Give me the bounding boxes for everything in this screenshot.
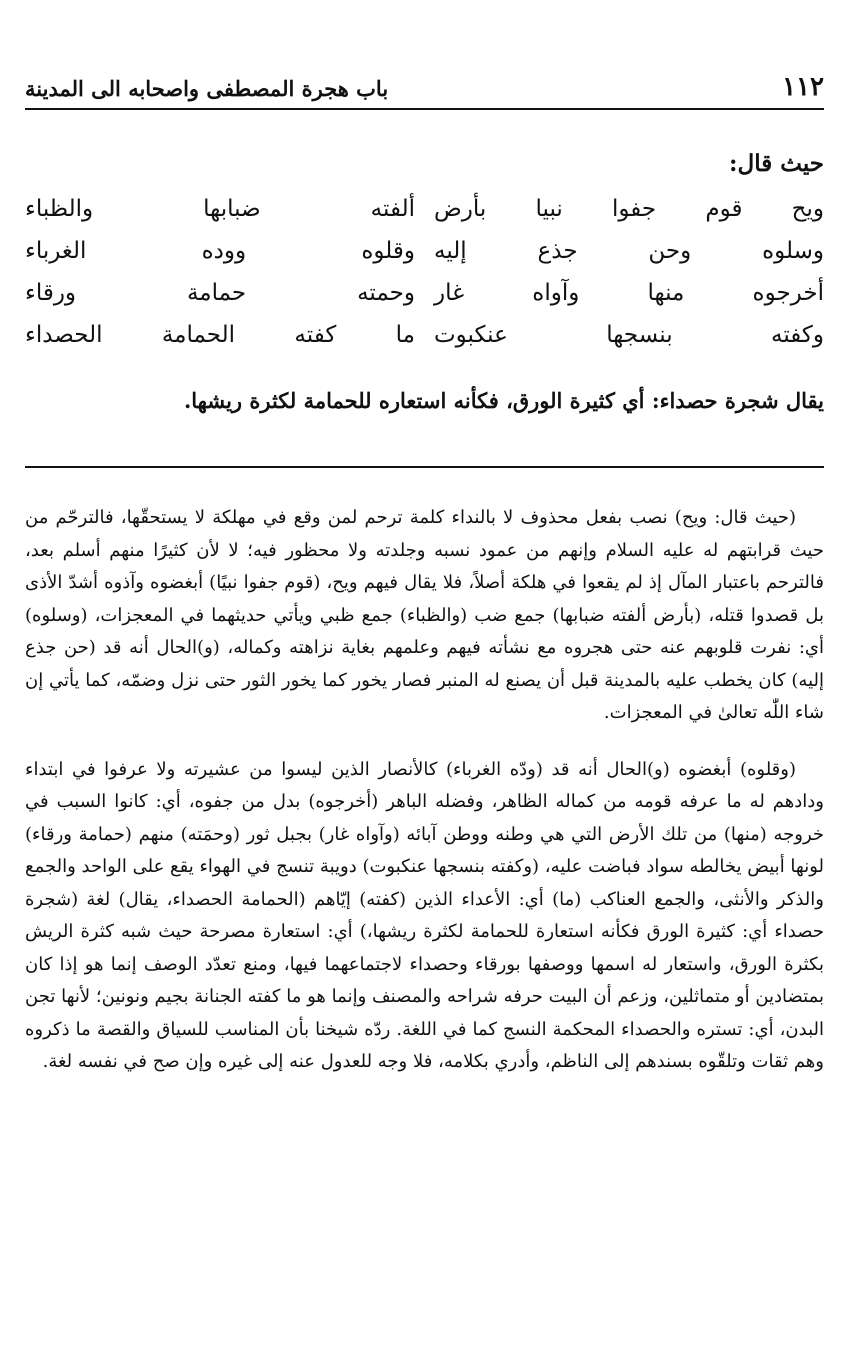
verse-3-first-hemistich: أخرجوه منها وآواه غار bbox=[434, 280, 824, 306]
commentary bbox=[25, 502, 824, 1079]
page-header bbox=[25, 68, 824, 110]
verse-4-first-hemistich: وكفته بنسجها عنكبوت bbox=[434, 322, 824, 348]
verse-2-first-hemistich: وسلوه وحن جذع إليه bbox=[434, 238, 824, 264]
poem bbox=[25, 196, 824, 364]
verse-1-first-hemistich: ويح قوم جفوا نبيا بأرض bbox=[434, 196, 824, 222]
page-number: ١١٢ bbox=[782, 72, 824, 102]
book-page bbox=[25, 0, 824, 1359]
commentary-paragraph-2: (وقلوه) أبغضوه (و)الحال أنه قد (ودّه الغرباء) كالأنصار الذين ليسوا من عشيرته ولا عرفوا في ابتداء ودادهم له ما عرفه قومه من كماله الظاهر، وفضله الباهر (أخرجوه) بدل من جفوه، أي: كانوا السبب في خروجه (منها) من تلك الأرض التي هي وطنه ووطن آبائه (وآواه غار) بجبل ثور (وحمَته) منهم (حمامة ورقاء) لونها أبيض يخالطه سواد فباضت عليه، (وكفته بنسجها عنكبوت) دويبة تنسج في الهواء يقع على الواحد والجمع والذكر والأنثى، والجمع العناكب (ما) أي: الأعداء الذين (كفته) إيّاهم (الحمامة الحصداء، يقال) لغة (شجرة حصداء أي: كثيرة الورق فكأنه استعارة للحمامة لكثرة ريشها،) أي: استعارة مصرحة حيث شبه كثرة الريش بكثرة الورق، واستعار له اسمها ووصفها بورقاء وحصداء لاجتماعهما فيها، ومنع تعدّد الوصف إنما هو إذا كان بمتضادين أو متماثلين، وزعم أن البيت حرفه شراحه والمصنف وإنما هو ما كفته الجنانة بجيم ونونين؛ لأنها تجن البدن، أي: تستره والحصداء المحكمة النسج كما في اللغة. ردّه شيخنا بأن المناسب للسياق والقصة ما ذكروه وهم ثقات وتلقّوه بسندهم إلى الناظم، وأدري بكلامه، فلا وجه للعدول عنه إلى غيره وإن صح في نفسه لغة. bbox=[25, 758, 824, 1072]
running-title: باب هجرة المصطفى واصحابه الى المدينة bbox=[25, 76, 389, 101]
poem-intro: حيث قال: bbox=[729, 150, 824, 177]
verse-2-second-hemistich: وقلوه ووده الغرباء bbox=[25, 238, 415, 264]
matn-note: يقال شجرة حصداء: أي كثيرة الورق، فكأنه استعاره للحمامة لكثرة ريشها. bbox=[183, 388, 824, 413]
commentary-paragraph-1: (حيث قال: ويح) نصب بفعل محذوف لا بالنداء كلمة ترحم لمن وقع في مهلكة لا يستحقّها، فالترحّم من حيث قرابتهم له عليه السلام وإنهم من عمود نسبه وجلدته ولا محظور فيه؛ لا لأن كثيرًا منهم أسلم بعد، فالترحم باعتبار المآل إذ لم يقعوا في هلكة أصلاً، فلا يقال فيهم ويح، (قوم جفوا نبيًا) أبغضوه وآذوه أشدّ الأذى بل قصدوا قتله، (بأرض ألفته ضبابها) جمع ضب (والظباء) جمع ظبي ويأتي حديثهما في المعجزات، (وسلوه) أي: نفرت قلوبهم عنه حتى هجروه مع نشأته فيهم وعلمهم بغاية نزاهته وكماله، (و)الحال أنه قد (حن جذع إليه) كان يخطب عليه بالمدينة قبل أن يصنع له المنبر فصار يخور كما يخور الثور حتى نزل وضمّه، كما يأتي إن شاء اللّٰه تعالىٰ في المعجزات. bbox=[25, 507, 824, 723]
verse-4 bbox=[25, 322, 824, 364]
section-divider bbox=[25, 466, 824, 468]
verse-3-second-hemistich: وحمته حمامة ورقاء bbox=[25, 280, 415, 306]
verse-1-second-hemistich: ألفته ضبابها والظباء bbox=[25, 196, 415, 222]
verse-2 bbox=[25, 238, 824, 280]
verse-1 bbox=[25, 196, 824, 238]
verse-4-second-hemistich: ما كفته الحمامة الحصداء bbox=[25, 322, 415, 348]
verse-3 bbox=[25, 280, 824, 322]
